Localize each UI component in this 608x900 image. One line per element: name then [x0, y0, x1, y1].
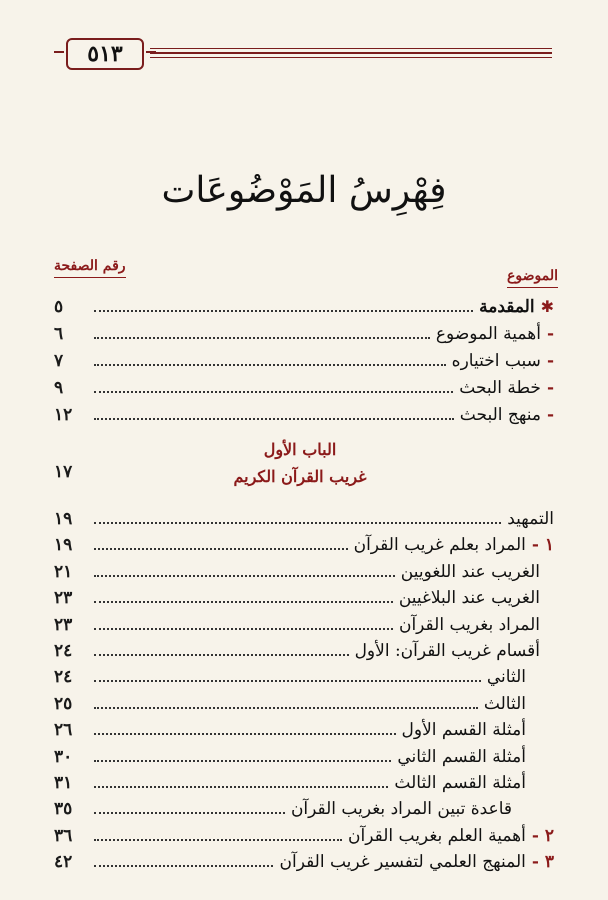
- toc-page-number: ٢١: [54, 561, 73, 582]
- toc-entry: [507, 509, 554, 529]
- toc-entry-marker: -: [546, 405, 554, 425]
- header-rule: [150, 57, 552, 58]
- toc-entry-title: أمثلة القسم الثالث: [394, 773, 526, 793]
- chapter-subtitle: غريب القرآن الكريم: [233, 467, 367, 486]
- toc-row: [54, 509, 554, 535]
- toc-row: [54, 405, 554, 431]
- toc-entry-marker: -: [546, 324, 554, 344]
- leader-dots: [94, 548, 348, 550]
- toc-row: [54, 351, 554, 377]
- toc-entry: [484, 694, 526, 714]
- column-header-topic: [507, 268, 558, 288]
- leader-dots: [94, 707, 478, 709]
- column-header-topic-label: الموضوع: [507, 268, 558, 284]
- toc-row: [54, 826, 554, 852]
- toc-row: [54, 535, 554, 561]
- page-title: فِهْرِسُ المَوْضُوعَات: [161, 170, 447, 211]
- toc-entry: [394, 773, 526, 793]
- toc-entry: [452, 351, 554, 371]
- toc-entry-title: المراد بعلم غريب القرآن: [353, 535, 526, 556]
- toc-entry-marker: ٣ -: [531, 852, 554, 873]
- toc-page-number: ٢٦: [54, 720, 73, 741]
- toc-page-number: ٢٣: [54, 588, 73, 609]
- toc-entry-title: الغريب عند اللغويين: [400, 561, 540, 582]
- toc-entry-title: المنهج العلمي لتفسير غريب القرآن: [279, 852, 526, 873]
- chapter-label: الباب الأول: [263, 440, 337, 459]
- toc-entry-marker: ٢ -: [531, 825, 554, 846]
- toc-page-number: ٢٤: [54, 667, 73, 688]
- toc-entry: [399, 615, 540, 635]
- toc-entry: [355, 641, 540, 661]
- toc-row: [54, 799, 554, 825]
- toc-entry: [487, 667, 526, 687]
- leader-dots: [94, 337, 430, 339]
- toc-entry-title: خطة البحث: [459, 378, 541, 398]
- toc-entry-title: منهج البحث: [459, 405, 541, 425]
- toc-row: [54, 694, 554, 720]
- leader-dots: [94, 418, 454, 420]
- toc-page-number: ٣٥: [54, 799, 73, 820]
- toc-entry: [397, 747, 526, 767]
- toc-row: [54, 667, 554, 693]
- leader-dots: [94, 391, 453, 393]
- toc-entry: [479, 297, 554, 317]
- toc-entry-title: سبب اختياره: [451, 351, 541, 371]
- toc-page-number: ١٩: [54, 509, 73, 529]
- toc-page-number: ٢٥: [54, 693, 73, 714]
- leader-dots: [94, 733, 396, 735]
- leader-dots: [94, 628, 393, 630]
- toc-page-number: ٢٣: [54, 614, 73, 635]
- toc-entry: [399, 588, 540, 608]
- toc-row: [54, 773, 554, 799]
- toc-entry: [460, 405, 554, 425]
- leader-dots: [94, 812, 285, 814]
- toc-entry-marker: ✱: [540, 297, 554, 316]
- toc-entry-title: التمهيد: [507, 509, 554, 529]
- toc-entry-title: أمثلة القسم الثاني: [397, 746, 526, 767]
- page-header: [58, 32, 552, 72]
- leader-dots: [94, 786, 388, 788]
- toc-page-number: ١٩: [54, 535, 73, 556]
- toc-page-number: ١٢: [54, 405, 73, 425]
- leader-dots: [94, 364, 446, 366]
- toc-row: [54, 562, 554, 588]
- toc-page-number: ٩: [54, 378, 64, 398]
- toc-entry: [436, 324, 554, 344]
- leader-dots: [94, 522, 501, 524]
- toc-entry-title: أهمية الموضوع: [435, 324, 541, 344]
- toc-entry-title: قاعدة تبين المراد بغريب القرآن: [290, 799, 512, 820]
- page-number-frame: [66, 38, 144, 70]
- chapter-page-row: [54, 462, 554, 488]
- chapter-page-number: ١٧: [54, 462, 73, 482]
- toc-entry: [354, 535, 554, 555]
- toc-entry-title: الثالث: [483, 693, 526, 714]
- toc-page-number: ٢٤: [54, 641, 73, 661]
- toc-entry: [401, 562, 540, 582]
- toc-entry-title: المراد بغريب القرآن: [398, 614, 540, 635]
- toc-page-number: ٣٠: [54, 746, 73, 767]
- toc-entry-title: أمثلة القسم الأول: [401, 720, 526, 741]
- toc-page-number: ٧: [54, 351, 64, 371]
- column-header-page: [54, 258, 126, 278]
- toc-page-number: ٣١: [54, 773, 73, 793]
- toc-entry: [291, 799, 512, 819]
- toc-entry-marker: ١ -: [531, 535, 554, 556]
- header-rule: [150, 52, 552, 54]
- toc-row: [54, 720, 554, 746]
- toc-row: [54, 852, 554, 878]
- toc-row: [54, 641, 554, 667]
- toc-row: [54, 378, 554, 404]
- toc-row: [54, 588, 554, 614]
- toc-entry-title: الغريب عند البلاغيين: [398, 588, 540, 609]
- toc-row: [54, 615, 554, 641]
- toc-page-number: ٣٦: [54, 825, 73, 846]
- toc-entry-marker: -: [546, 351, 554, 371]
- toc-entry-marker: -: [546, 378, 554, 398]
- toc-entry-title: أقسام غريب القرآن: الأول: [354, 641, 540, 661]
- column-header-page-label: رقم الصفحة: [54, 258, 126, 274]
- leader-dots: [94, 310, 473, 312]
- toc-row: [54, 324, 554, 350]
- toc-row: [54, 297, 554, 323]
- leader-dots: [94, 865, 273, 867]
- toc-entry: [459, 378, 554, 398]
- toc-entry-title: الثاني: [486, 667, 526, 688]
- leader-dots: [94, 839, 342, 841]
- toc-page-number: ٦: [54, 324, 64, 344]
- leader-dots: [94, 654, 349, 656]
- header-rule: [150, 48, 552, 49]
- leader-dots: [94, 601, 393, 603]
- leader-dots: [94, 760, 391, 762]
- toc-entry: [402, 720, 526, 740]
- toc-entry-title: المقدمة: [479, 297, 535, 317]
- page-number: ٥١٣: [87, 41, 123, 67]
- leader-dots: [94, 575, 395, 577]
- toc-row: [54, 747, 554, 773]
- leader-dots: [94, 680, 481, 682]
- toc-entry: [279, 852, 554, 872]
- toc-page-number: ٤٢: [54, 852, 73, 873]
- toc-page-number: ٥: [54, 297, 64, 317]
- toc-entry: [348, 826, 554, 846]
- toc-entry-title: أهمية العلم بغريب القرآن: [348, 825, 526, 846]
